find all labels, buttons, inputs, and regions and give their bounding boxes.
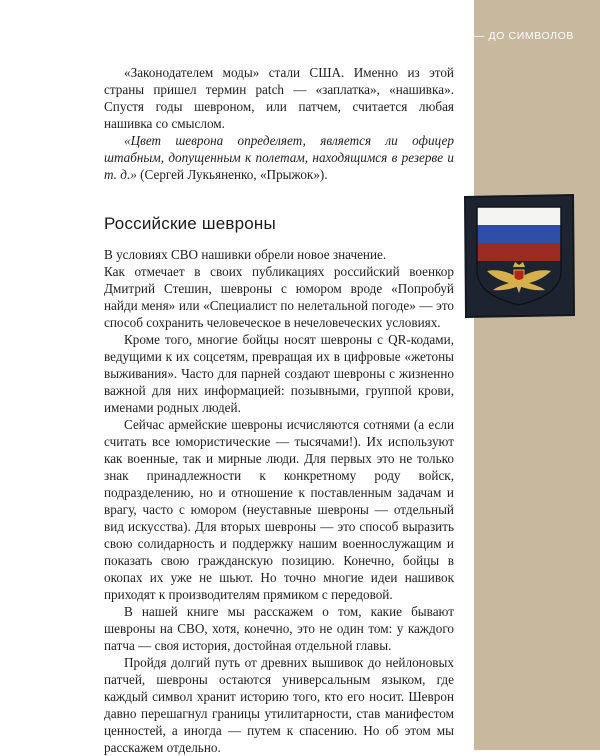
body-paragraph: В условиях СВО нашивки обрели новое значение.: [104, 247, 387, 262]
shield-patch-icon: [463, 193, 575, 319]
running-header: ШЕВРОНЫ: ОТ АРТЕФАКТОВ — ДО СИМВОЛОВ: [309, 30, 574, 42]
body-paragraph: Как отмечает в своих публикациях российский военкор Дмитрий Стешин, шевроны с юмором вроде «Попробуй найди меня» или «Специалист по нелетальной погоде» — это способ сохранить человеческое в нечеловеческих условиях.: [104, 264, 454, 330]
article-body: [104, 64, 454, 756]
body-paragraph: Сейчас армейские шевроны исчисляются сотнями (а если считать все юмористические — тысячами!). Их используют как военные, так и мирные люди. Для первых это не только знак принадлежности к конкретному роду войск, подразделению, но и отношение к поставленным задачам и врагу, часто с юмором (неуставные шевроны — отдельный вид искусства). Для вторых шевроны — это способ выразить свою солидарность и поддержку нашим военнослужащим и показать свою гражданскую позицию. Конечно, бойцы в окопах их уже не шьют. Но точно многие идеи нашивок приходят к производителям прямиком с передовой.: [104, 417, 454, 602]
body-paragraph: Кроме того, многие бойцы носят шевроны с QR-кодами, ведущими к их соцсетям, превращая их в цифровые «жетоны выживания». Часто для парней создают шевроны с жизненно важной для них информацией: позывными, группой крови, именами родных людей.: [104, 332, 454, 415]
chevron-patch-image: [463, 193, 575, 319]
epigraph-quote: [104, 132, 454, 183]
body-paragraph: Пройдя долгий путь от древних вышивок до нейлоновых патчей, шевроны остаются универсальным языком, где каждый символ хранит историю того, кто его носит. Шеврон давно перешагнул границы утилитарности, став манифестом ценностей, а иногда — путем к спасению. Но об этом мы расскажем отдельно.: [104, 655, 454, 755]
quote-author: (Сергей Лукьяненко, «Прыжок»).: [136, 167, 328, 182]
body-paragraph: В нашей книге мы расскажем о том, какие бывают шевроны на СВО, хотя, конечно, это не один том: у каждого патча — своя история, достойная отдельной главы.: [104, 604, 454, 653]
quote-text: «Цвет шеврона определяет, является ли офицер штабным, допущенным к полетам, находящимся в резерве и т. д.»: [104, 133, 454, 182]
decorative-sidebar: [474, 0, 600, 750]
section-title: Российские шевроны: [104, 214, 276, 233]
intro-paragraph: «Законодателем моды» стали США. Именно из этой страны пришел термин patch — «заплатка», «нашивка». Спустя годы шевроном, или патчем, считается любая нашивка со смыслом.: [104, 65, 454, 131]
